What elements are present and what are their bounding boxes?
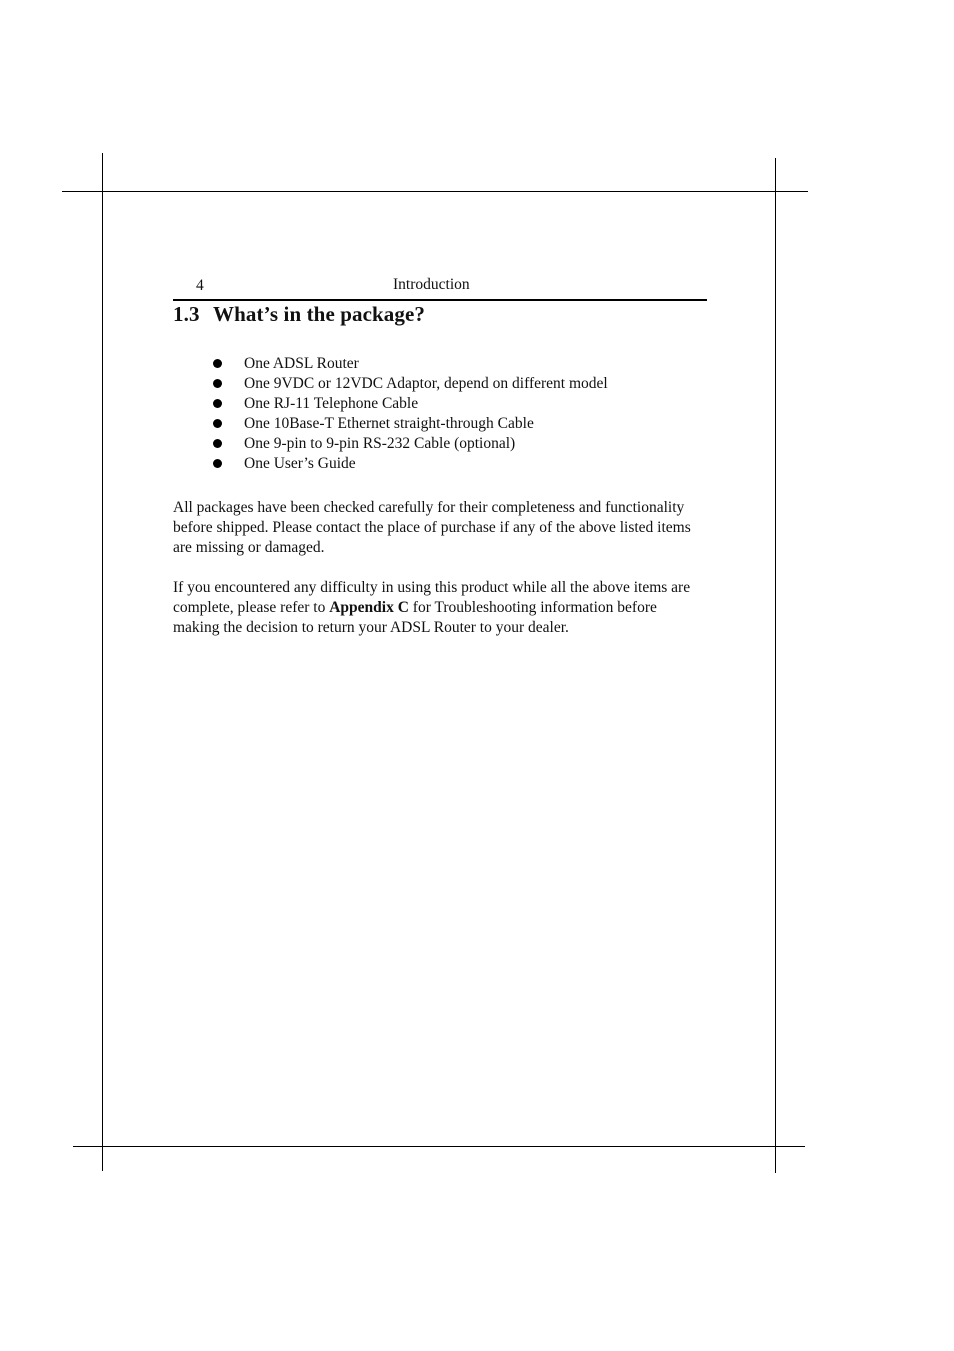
list-item	[173, 374, 707, 394]
list-item	[173, 414, 707, 434]
section-heading	[173, 302, 707, 327]
bullet-icon	[213, 379, 222, 388]
bullet-icon	[213, 359, 222, 368]
package-contents-list	[173, 354, 707, 474]
bullet-icon	[213, 419, 222, 428]
header-title: Introduction	[393, 276, 470, 293]
list-item-text: One User’s Guide	[244, 455, 356, 472]
list-item-text: One 9-pin to 9-pin RS-232 Cable (optional)	[244, 435, 516, 452]
paragraph-text: If you encountered any difficulty in using this product while all the above items are complete, please refer to	[173, 579, 691, 616]
section-number: 1.3	[173, 302, 200, 326]
crop-mark-right	[775, 158, 776, 1173]
section-title: What’s in the package?	[213, 302, 426, 326]
paragraph-text: for Troubleshooting information before making the decision to return your ADSL Router to your dealer.	[173, 599, 657, 636]
crop-mark-left-top	[102, 153, 103, 1171]
list-item-text: One 9VDC or 12VDC Adaptor, depend on different model	[244, 375, 608, 392]
page-number: 4	[196, 277, 204, 294]
list-item-text: One RJ-11 Telephone Cable	[244, 395, 419, 412]
list-item-text: One ADSL Router	[244, 355, 359, 372]
list-item	[173, 434, 707, 454]
bullet-icon	[213, 459, 222, 468]
appendix-reference: Appendix C	[329, 599, 409, 616]
list-item	[173, 354, 707, 374]
crop-mark-top	[62, 191, 808, 192]
list-item-text: One 10Base-T Ethernet straight-through Cable	[244, 415, 534, 432]
paragraph-difficulty	[173, 578, 707, 638]
crop-mark-bottom	[73, 1146, 805, 1147]
running-header	[173, 270, 707, 301]
document-page	[173, 270, 707, 638]
bullet-icon	[213, 439, 222, 448]
list-item	[173, 454, 707, 474]
bullet-icon	[213, 399, 222, 408]
list-item	[173, 394, 707, 414]
paragraph-checked: All packages have been checked carefully for their completeness and functionality before shipped. Please contact the place of purchase if any of the above listed items are missing or damaged.	[173, 499, 691, 556]
